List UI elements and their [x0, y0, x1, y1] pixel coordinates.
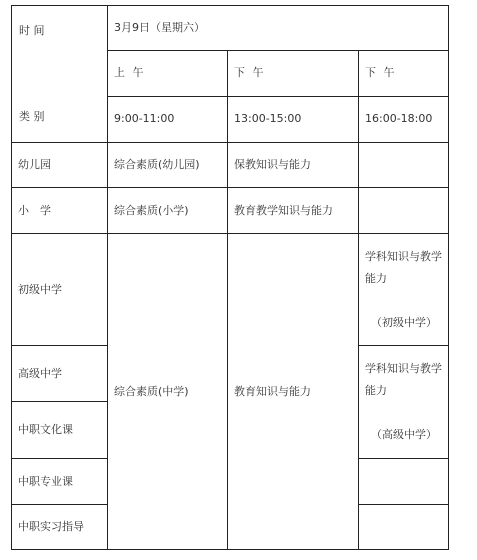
category-vocational-major: 中职专业课 — [12, 459, 108, 505]
table-row-junior — [12, 234, 449, 346]
category-vocational-culture: 中职文化课 — [12, 402, 108, 459]
senior-subject-3 — [359, 346, 449, 459]
primary-subject-2: 教育教学知识与能力 — [228, 188, 359, 234]
session-period-1: 上 午 — [108, 51, 228, 96]
senior-subject-3-note: （高级中学） — [371, 428, 437, 441]
vocational-practice-subject-3 — [359, 505, 449, 550]
exam-date: 3月9日（星期六） — [108, 6, 449, 51]
exam-schedule-table — [11, 5, 449, 550]
junior-subject-3-line2: 能力 — [365, 271, 387, 285]
header-corner-cell — [12, 6, 108, 143]
category-primary: 小 学 — [12, 188, 108, 234]
time-header-label: 时 间 — [19, 24, 45, 37]
table-row-date — [12, 6, 449, 51]
kindergarten-subject-1: 综合素质(幼儿园) — [108, 143, 228, 188]
category-kindergarten: 幼儿园 — [12, 143, 108, 188]
junior-subject-3-line1: 学科知识与教学 — [365, 249, 442, 263]
table-row-primary — [12, 188, 449, 234]
junior-subject-3 — [359, 234, 449, 346]
session-hours-3: 16:00-18:00 — [359, 96, 449, 142]
session-hours-2: 13:00-15:00 — [228, 96, 359, 142]
category-header-label: 类 别 — [19, 110, 45, 123]
category-junior: 初级中学 — [12, 234, 108, 346]
primary-subject-3 — [359, 188, 449, 234]
session-period-2: 下 午 — [228, 51, 359, 96]
vocational-major-subject-3 — [359, 459, 449, 505]
session-period-3: 下 午 — [359, 51, 449, 96]
session-hours-1: 9:00-11:00 — [108, 96, 228, 142]
kindergarten-subject-2: 保教知识与能力 — [228, 143, 359, 188]
senior-subject-3-line2: 能力 — [365, 384, 387, 397]
category-vocational-practice: 中职实习指导 — [12, 505, 108, 550]
secondary-subject-2: 教育知识与能力 — [228, 234, 359, 550]
category-senior: 高级中学 — [12, 346, 108, 402]
primary-subject-1: 综合素质(小学) — [108, 188, 228, 234]
secondary-subject-1: 综合素质(中学) — [108, 234, 228, 550]
table-row-kindergarten — [12, 143, 449, 188]
junior-subject-3-note: （初级中学） — [371, 315, 437, 329]
senior-subject-3-line1: 学科知识与教学 — [365, 362, 442, 375]
kindergarten-subject-3 — [359, 143, 449, 188]
